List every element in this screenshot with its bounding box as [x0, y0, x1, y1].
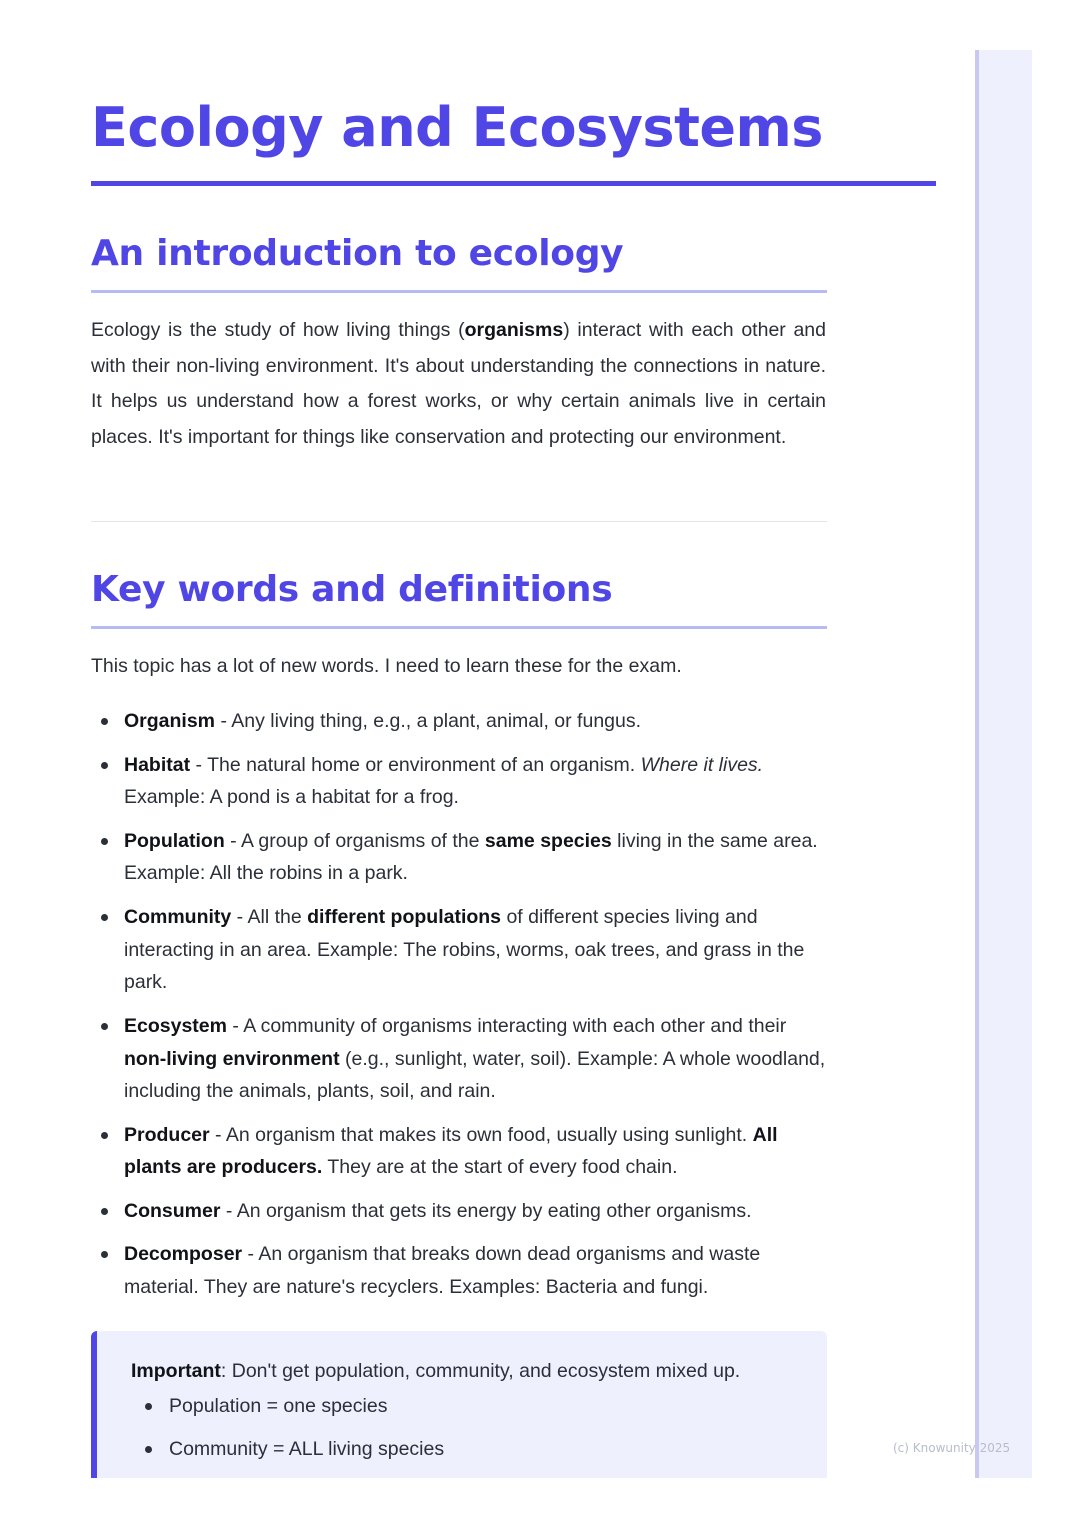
- term-text: - An organism that breaks down dead organisms and waste material. They are nature's recyclers. Examples: Bacteria and fungi.: [124, 1243, 761, 1299]
- term-text: - An organism that makes its own food, usually using sunlight.: [209, 1123, 753, 1146]
- term-name: Ecosystem: [124, 1014, 227, 1037]
- term-name: Organism: [124, 710, 216, 732]
- callout-label: Important: [131, 1360, 221, 1382]
- intro-text-end: ) interact with each other and with their non-living environment. It's about understanding the connections in nature. It helps us understand how a forest works, or why certain animals live in certain places. It's important for things like conservation and protecting our environment.: [91, 319, 826, 448]
- term-text: Example: A pond is a habitat for a frog.: [124, 786, 459, 809]
- title-underline: [91, 181, 936, 186]
- term-name: Population: [124, 829, 225, 852]
- keywords-heading-rule: [91, 626, 827, 629]
- term-italic: Where it lives.: [640, 753, 764, 776]
- term-text: - A community of organisms interacting with each other and their: [226, 1014, 787, 1037]
- term-emphasis: All plants are producers.: [124, 1123, 778, 1179]
- definitions-list: [91, 705, 831, 1315]
- term-text: - A group of organisms of the: [224, 829, 485, 852]
- term-text: (e.g., sunlight, water, soil). Example: A whole woodland, including the animals, plants, soil, and rain.: [124, 1047, 826, 1103]
- definition-item: [91, 1119, 831, 1184]
- keywords-heading: Key words and definitions: [91, 569, 613, 610]
- term-text: - The natural home or environment of an organism.: [190, 753, 641, 776]
- term-text: of different species living and interacting in an area. Example: The robins, worms, oak trees, and grass in the park.: [124, 905, 805, 994]
- term-emphasis: non-living environment: [124, 1047, 340, 1070]
- intro-heading-rule: [91, 290, 827, 293]
- right-sidebar-panel: [975, 50, 1032, 1478]
- definition-item: [91, 1238, 831, 1303]
- callout-text: [131, 1355, 740, 1387]
- term-text: - Any living thing, e.g., a plant, animal, or fungus.: [215, 710, 642, 732]
- term-emphasis: different populations: [307, 905, 502, 928]
- definition-item: [91, 1195, 831, 1228]
- callout-list-item: Community = ALL living species: [139, 1433, 444, 1465]
- page-title: Ecology and Ecosystems: [91, 96, 823, 159]
- term-text: living in the same area. Example: All the robins in a park.: [124, 829, 818, 885]
- keywords-lead: This topic has a lot of new words. I need to learn these for the exam.: [91, 655, 682, 677]
- term-text: - An organism that gets its energy by eating other organisms.: [220, 1199, 752, 1222]
- intro-paragraph: [91, 313, 826, 455]
- term-emphasis: same species: [484, 829, 612, 852]
- definition-item: [91, 901, 831, 999]
- definition-item: [91, 749, 831, 814]
- term-name: Producer: [124, 1123, 210, 1146]
- term-text: They are at the start of every food chain.: [322, 1156, 678, 1179]
- watermark: (c) Knowunity 2025: [893, 1441, 1011, 1455]
- intro-text-start: Ecology is the study of how living things (: [91, 319, 465, 341]
- intro-bold-term: organisms: [464, 319, 564, 341]
- definition-item: [91, 1010, 831, 1108]
- intro-heading: An introduction to ecology: [91, 233, 624, 274]
- callout-message: : Don't get population, community, and ecosystem mixed up.: [220, 1360, 741, 1382]
- term-name: Decomposer: [124, 1243, 243, 1266]
- term-name: Habitat: [124, 753, 191, 776]
- important-callout: [91, 1331, 827, 1478]
- term-name: Consumer: [124, 1199, 221, 1222]
- section-divider: [91, 521, 827, 522]
- callout-list-item: Population = one species: [139, 1390, 387, 1422]
- term-name: Community: [124, 905, 232, 928]
- definition-item: [91, 705, 831, 738]
- definition-item: [91, 825, 831, 890]
- term-text: - All the: [231, 905, 308, 928]
